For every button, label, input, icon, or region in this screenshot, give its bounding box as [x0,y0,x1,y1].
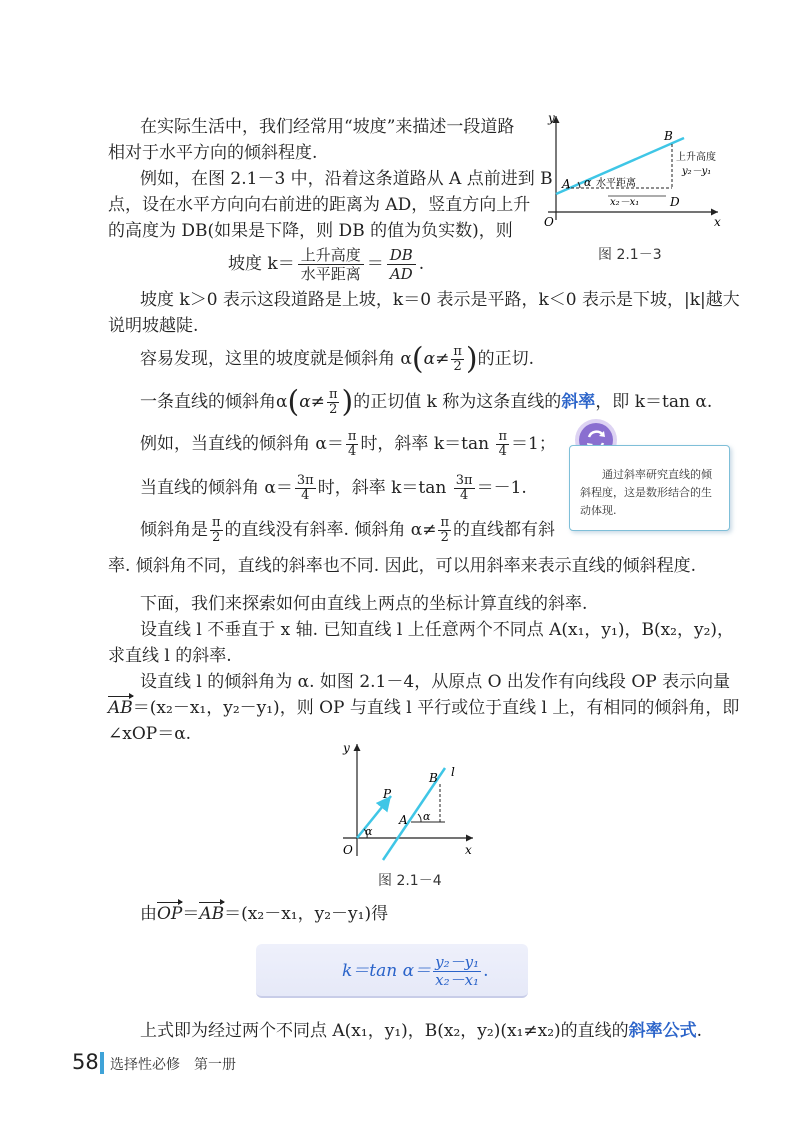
fig2-o: O [343,843,353,857]
side-note [569,445,730,531]
para5: 一条直线的倾斜角α(α≠ $\frac{\pi}{2}$ )的正切值 k 称为这条直线的斜率，即 k＝tan α. [140,384,713,420]
para10-line1: 设直线 l 不垂直于 x 轴. 已知直线 l 上任意两个不同点 A(x₁，y₁)，B(x₂，y₂)， [140,620,735,640]
para2-line2: 点，设在水平方向向右前进的距离为 AD，竖直方向上升 [108,195,531,215]
para11-line2: AB＝(x₂－x₁，y₂－y₁)，则 OP 与直线 l 平行或位于直线 l 上，有相同的倾斜角，即 [108,695,739,721]
fig1-y: y [548,111,555,125]
fig1-x: x [714,215,721,229]
fig1-alpha: α [584,176,592,189]
para13: 上式即为经过两个不同点 A(x₁，y₁)，B(x₂，y₂)(x₁≠x₂)的直线的斜率公式. [140,1021,703,1041]
footer-bar [100,1052,104,1074]
figure-2-1-3 [538,108,728,238]
para7: 当直线的倾斜角 α＝ $\frac{3\pi}{4}$ 时，斜率 k＝tan $\frac{3\pi}{4}$ ＝－1. [140,473,527,503]
para9: 下面，我们来探索如何由直线上两点的坐标计算直线的斜率. [140,594,588,614]
para2-line3: 的高度为 DB(如果是下降，则 DB 的值为负实数)，则 [108,221,513,241]
page-number: 58 [72,1050,99,1074]
fig2-y: y [343,741,350,755]
figure-2-1-4 [335,738,480,863]
fig2-alpha1: α [365,825,373,838]
fig1-b: B [664,129,673,143]
fig2-x: x [465,843,472,857]
fig1-d: D [670,195,680,209]
fig1-rise-label: 上升高度 [676,152,716,163]
para2-line1: 例如，在图 2.1－3 中，沿着这条道路从 A 点前进到 B [140,169,553,189]
fig1-a: A [562,177,571,191]
term-slope-formula: 斜率公式 [628,1021,697,1041]
figure1-caption: 图 2.1－3 [598,247,662,263]
para6: 例如，当直线的倾斜角 α＝ $\frac{\pi}{4}$ 时，斜率 k＝tan $\frac{\pi}{4}$ ＝1； [140,429,556,459]
slope-formula-key: k＝tan α＝ $\frac{\text{y₂－y₁}}{\text{x₂－x₁}}$ . [342,953,489,989]
fig2-a: A [399,813,408,827]
fig2-b: B [429,771,438,785]
fig1-o: O [544,215,554,229]
para8-line2: 率. 倾斜角不同，直线的斜率也不同. 因此，可以用斜率来表示直线的倾斜程度. [108,556,697,576]
para8-line1: 倾斜角是 $\frac{\pi}{2}$ 的直线没有斜率. 倾斜角 α≠ $\frac{\pi}{2}$ 的直线都有斜 [140,515,556,545]
fig1-rise: y₂－y₁ [682,166,712,177]
para1-line2: 相对于水平方向的倾斜程度. [108,143,318,163]
para10-line2: 求直线 l 的斜率. [108,646,232,666]
para3-line2: 说明坡越陡. [108,316,199,336]
para11-line1: 设直线 l 的倾斜角为 α. 如图 2.1－4，从原点 O 出发作有向线段 OP 表示向量 [140,672,731,692]
vector-op [357,796,391,838]
fig2-alpha2: α [423,810,431,823]
slope-formula: 坡度 k＝ $\frac{\text{上升高度}}{\text{水平距离}}$ ＝ $\frac{DB}{AD}$ . [228,246,425,283]
fig2-l: l [451,765,455,779]
para1-line1: 在实际生活中，我们经常用“坡度”来描述一段道路 [140,117,515,137]
figure2-caption: 图 2.1－4 [378,873,442,889]
book-title: 选择性必修 第一册 [110,1057,236,1073]
fig2-p: P [383,787,392,801]
term-slope: 斜率 [561,392,596,412]
side-note-text: 通过斜率研究直线的倾斜程度，这是数形结合的生动体现. [580,468,712,517]
fig1-horizontal: 水平距离 [596,178,636,189]
para4: 容易发现，这里的坡度就是倾斜角 α(α≠ $\frac{\pi}{2}$ )的正切. [140,341,535,377]
para12: 由OP＝AB＝(x₂－x₁，y₂－y₁)得 [140,901,388,927]
para3-line1: 坡度 k＞0 表示这段道路是上坡，k＝0 表示是平路，k＜0 表示是下坡，|k|越大 [140,290,740,310]
para11-line3: ∠xOP＝α. [108,724,192,744]
fig1-run: x₂－x₁ [610,197,640,208]
